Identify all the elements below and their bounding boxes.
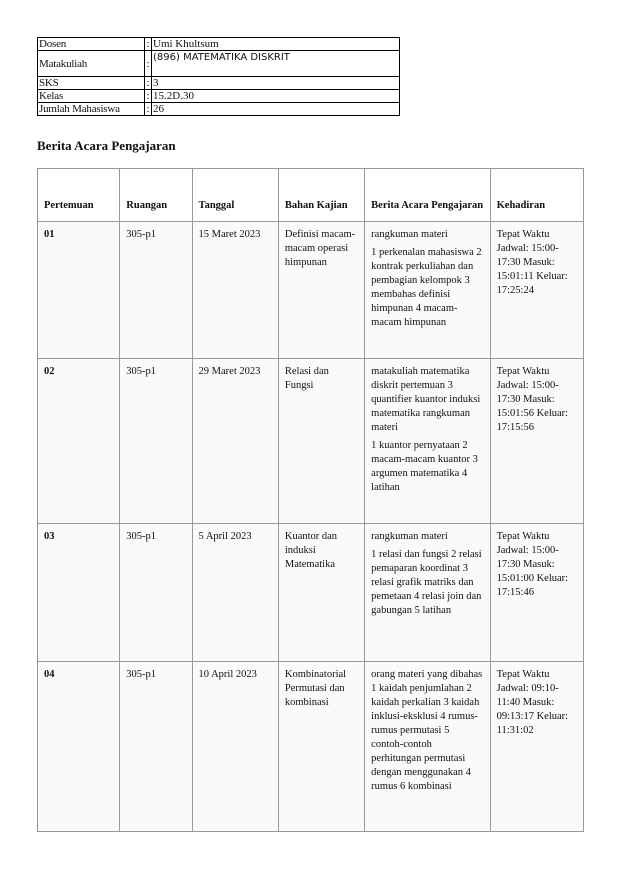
info-separator: : [146, 38, 150, 50]
cell-tanggal: 15 Maret 2023 [192, 222, 278, 359]
info-value: 26 [152, 103, 400, 116]
cell-bahan-kajian: Kombinatorial Permutasi dan kombinasi [278, 662, 364, 832]
table-header-row [38, 169, 584, 222]
table-row [38, 359, 584, 524]
cell-ruangan: 305-p1 [120, 222, 192, 359]
berita-summary: rangkuman materi [371, 229, 448, 240]
cell-berita-acara [365, 524, 490, 662]
header-berita-acara: Berita Acara Pengajaran [365, 169, 490, 222]
header-kehadiran: Kehadiran [490, 169, 583, 222]
cell-bahan-kajian: Kuantor dan induksi Matematika [278, 524, 364, 662]
cell-bahan-kajian: Definisi macam-macam operasi himpunan [278, 222, 364, 359]
header-ruangan: Ruangan [120, 169, 192, 222]
cell-berita-acara [365, 359, 490, 524]
header-pertemuan: Pertemuan [38, 169, 120, 222]
cell-ruangan: 305-p1 [120, 359, 192, 524]
info-row-jumlah-mahasiswa [38, 103, 400, 116]
cell-kehadiran: Tepat Waktu Jadwal: 15:00-17:30 Masuk: 15:01:00 Keluar: 17:15:46 [490, 524, 583, 662]
info-label: Kelas [38, 90, 145, 103]
info-value: 3 [152, 77, 400, 90]
cell-berita-acara [365, 662, 490, 832]
cell-tanggal: 10 April 2023 [192, 662, 278, 832]
info-separator: : [146, 103, 150, 115]
info-row-kelas [38, 90, 400, 103]
table-row [38, 222, 584, 359]
berita-detail: 1 relasi dan fungsi 2 relasi pemaparan koordinat 3 relasi grafik matriks dan pemetaan 4 relasi join dan gabungan 5 latihan [371, 549, 482, 616]
cell-ruangan: 305-p1 [120, 662, 192, 832]
table-row [38, 524, 584, 662]
info-separator: : [145, 51, 152, 77]
info-row-sks [38, 77, 400, 90]
info-row-matakuliah [38, 51, 400, 77]
teaching-log-table [37, 168, 584, 832]
cell-pertemuan: 01 [38, 222, 120, 359]
cell-pertemuan: 04 [38, 662, 120, 832]
table-row [38, 662, 584, 832]
info-separator: : [146, 90, 150, 102]
info-row-dosen [38, 38, 400, 51]
cell-bahan-kajian: Relasi dan Fungsi [278, 359, 364, 524]
berita-summary: matakuliah matematika diskrit pertemuan 3 quantifier kuantor induksi matematika rangkuman materi [371, 366, 481, 433]
info-value: Umi Khultsum [152, 38, 400, 51]
cell-pertemuan: 03 [38, 524, 120, 662]
info-label: Matakuliah [38, 51, 145, 77]
berita-summary: rangkuman materi [371, 531, 448, 542]
info-label: Jumlah Mahasiswa [38, 103, 145, 116]
cell-kehadiran: Tepat Waktu Jadwal: 15:00-17:30 Masuk: 15:01:11 Keluar: 17:25:24 [490, 222, 583, 359]
section-title: Berita Acara Pengajaran [37, 138, 176, 153]
cell-tanggal: 29 Maret 2023 [192, 359, 278, 524]
cell-pertemuan: 02 [38, 359, 120, 524]
header-bahan-kajian: Bahan Kajian [278, 169, 364, 222]
info-value: (896) MATEMATIKA DISKRIT [152, 51, 400, 77]
course-info-table [37, 37, 400, 116]
berita-detail: 1 kuantor pernyataan 2 macam-macam kuantor 3 argumen matematika 4 latihan [371, 440, 478, 493]
berita-detail: 1 perkenalan mahasiswa 2 kontrak perkuliahan dan pembagian kelompok 3 membahas definisi himpunan 4 macam-macam himpunan [371, 247, 482, 328]
cell-kehadiran: Tepat Waktu Jadwal: 09:10-11:40 Masuk: 09:13:17 Keluar: 11:31:02 [490, 662, 583, 832]
info-separator: : [146, 77, 150, 89]
info-label: SKS [38, 77, 145, 90]
info-value: 15.2D.30 [152, 90, 400, 103]
header-tanggal: Tanggal [192, 169, 278, 222]
info-label: Dosen [38, 38, 145, 51]
berita-summary: orang materi yang dibahas 1 kaidah penjumlahan 2 kaidah perkalian 3 kaidah inklusi-eksklusi 4 rumus-rumus permutasi 5 contoh-contoh perhitungan permutasi dengan menggunakan 4 rumus 6 kombinasi [371, 669, 483, 792]
cell-kehadiran: Tepat Waktu Jadwal: 15:00-17:30 Masuk: 15:01:56 Keluar: 17:15:56 [490, 359, 583, 524]
cell-ruangan: 305-p1 [120, 524, 192, 662]
cell-berita-acara [365, 222, 490, 359]
cell-tanggal: 5 April 2023 [192, 524, 278, 662]
